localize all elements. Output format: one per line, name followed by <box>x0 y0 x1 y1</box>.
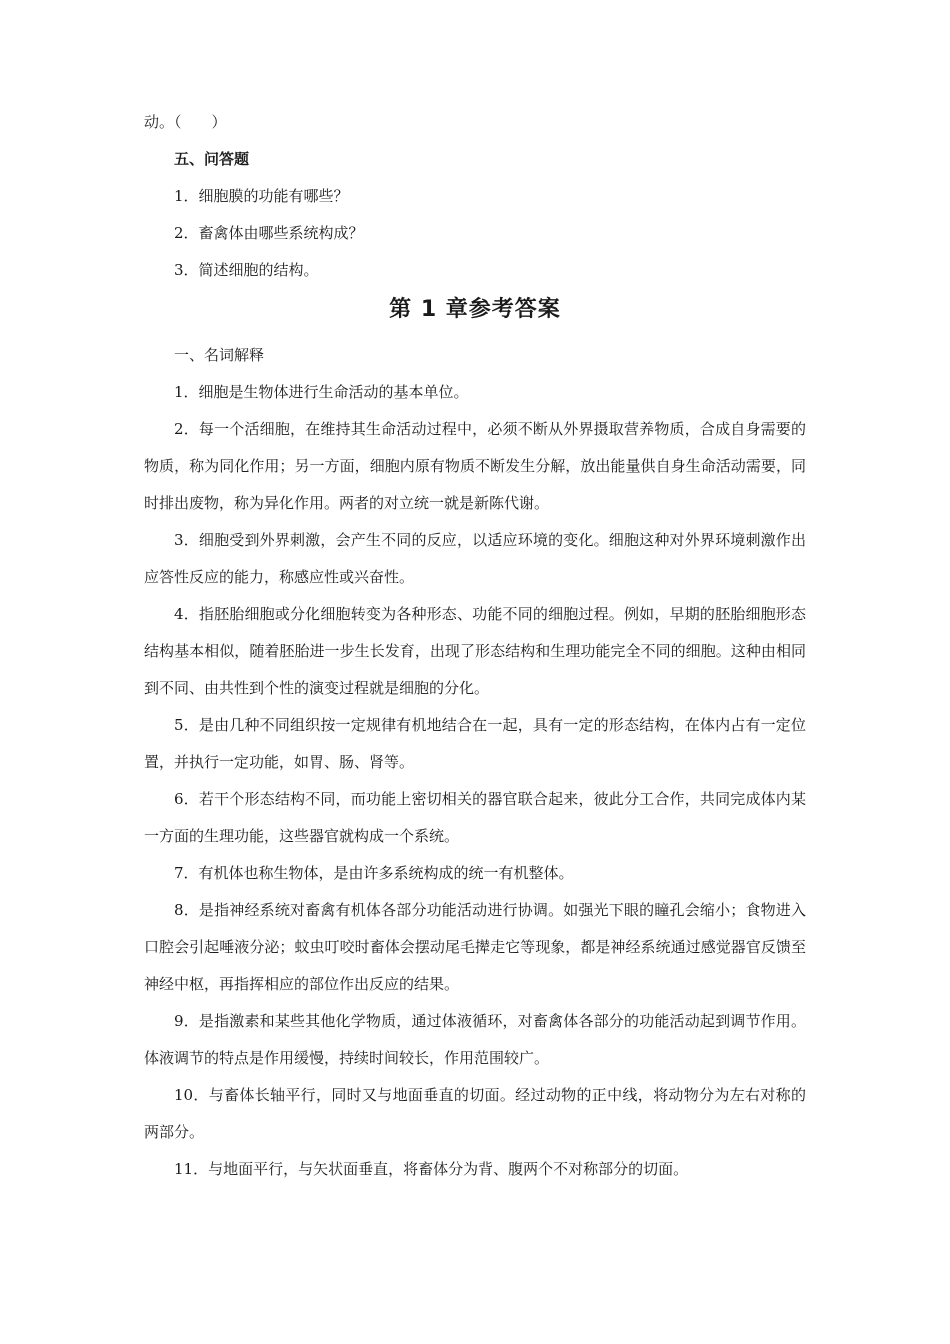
answer-item: 3．细胞受到外界刺激，会产生不同的反应，以适应环境的变化。细胞这种对外界环境刺激作出应答性反应的能力，称感应性或兴奋性。 <box>144 531 806 586</box>
answer-item: 4．指胚胎细胞或分化细胞转变为各种形态、功能不同的细胞过程。例如，早期的胚胎细胞形态结构基本相似，随着胚胎进一步生长发育，出现了形态结构和生理功能完全不同的细胞。这种由相同到不同、由共性到个性的演变过程就是细胞的分化。 <box>144 605 806 697</box>
answer-item: 1．细胞是生物体进行生命活动的基本单位。 <box>174 383 469 401</box>
answer-item: 5．是由几种不同组织按一定规律有机地结合在一起，具有一定的形态结构，在体内占有一定位置，并执行一定功能，如胃、肠、肾等。 <box>144 716 806 771</box>
question-item: 1．细胞膜的功能有哪些？ <box>174 187 349 205</box>
section-heading-definitions: 一、名词解释 <box>174 346 265 364</box>
document-page <box>144 104 806 1188</box>
answer-item: 6．若干个形态结构不同，而功能上密切相关的器官联合起来，彼此分工合作，共同完成体内某一方面的生理功能，这些器官就构成一个系统。 <box>144 790 806 845</box>
answer-item: 2．每一个活细胞，在维持其生命活动过程中，必须不断从外界摄取营养物质，合成自身需要的物质，称为同化作用；另一方面，细胞内原有物质不断发生分解，放出能量供自身生命活动需要，同时排出废物，称为异化作用。两者的对立统一就是新陈代谢。 <box>144 420 806 512</box>
answer-item: 8．是指神经系统对畜禽有机体各部分功能活动进行协调。如强光下眼的瞳孔会缩小；食物进入口腔会引起唾液分泌；蚊虫叮咬时畜体会摆动尾毛撵走它等现象，都是神经系统通过感觉器官反馈至神经中枢，再指挥相应的部位作出反应的结果。 <box>144 901 806 993</box>
answers-title: 第 1 章参考答案 <box>389 297 561 322</box>
answer-item: 11．与地面平行，与矢状面垂直，将畜体分为背、腹两个不对称部分的切面。 <box>174 1160 689 1178</box>
answer-item: 9．是指激素和某些其他化学物质，通过体液循环，对畜禽体各部分的功能活动起到调节作用。体液调节的特点是作用缓慢，持续时间较长，作用范围较广。 <box>144 1012 806 1067</box>
answer-item: 7．有机体也称生物体，是由许多系统构成的统一有机整体。 <box>174 864 574 882</box>
answer-item: 10．与畜体长轴平行，同时又与地面垂直的切面。经过动物的正中线，将动物分为左右对称的两部分。 <box>144 1086 806 1141</box>
question-item: 3．简述细胞的结构。 <box>174 261 319 279</box>
continuation-line: 动。（ ） <box>144 113 227 131</box>
question-item: 2．畜禽体由哪些系统构成？ <box>174 224 364 242</box>
section-heading-questions: 五、问答题 <box>174 150 250 168</box>
